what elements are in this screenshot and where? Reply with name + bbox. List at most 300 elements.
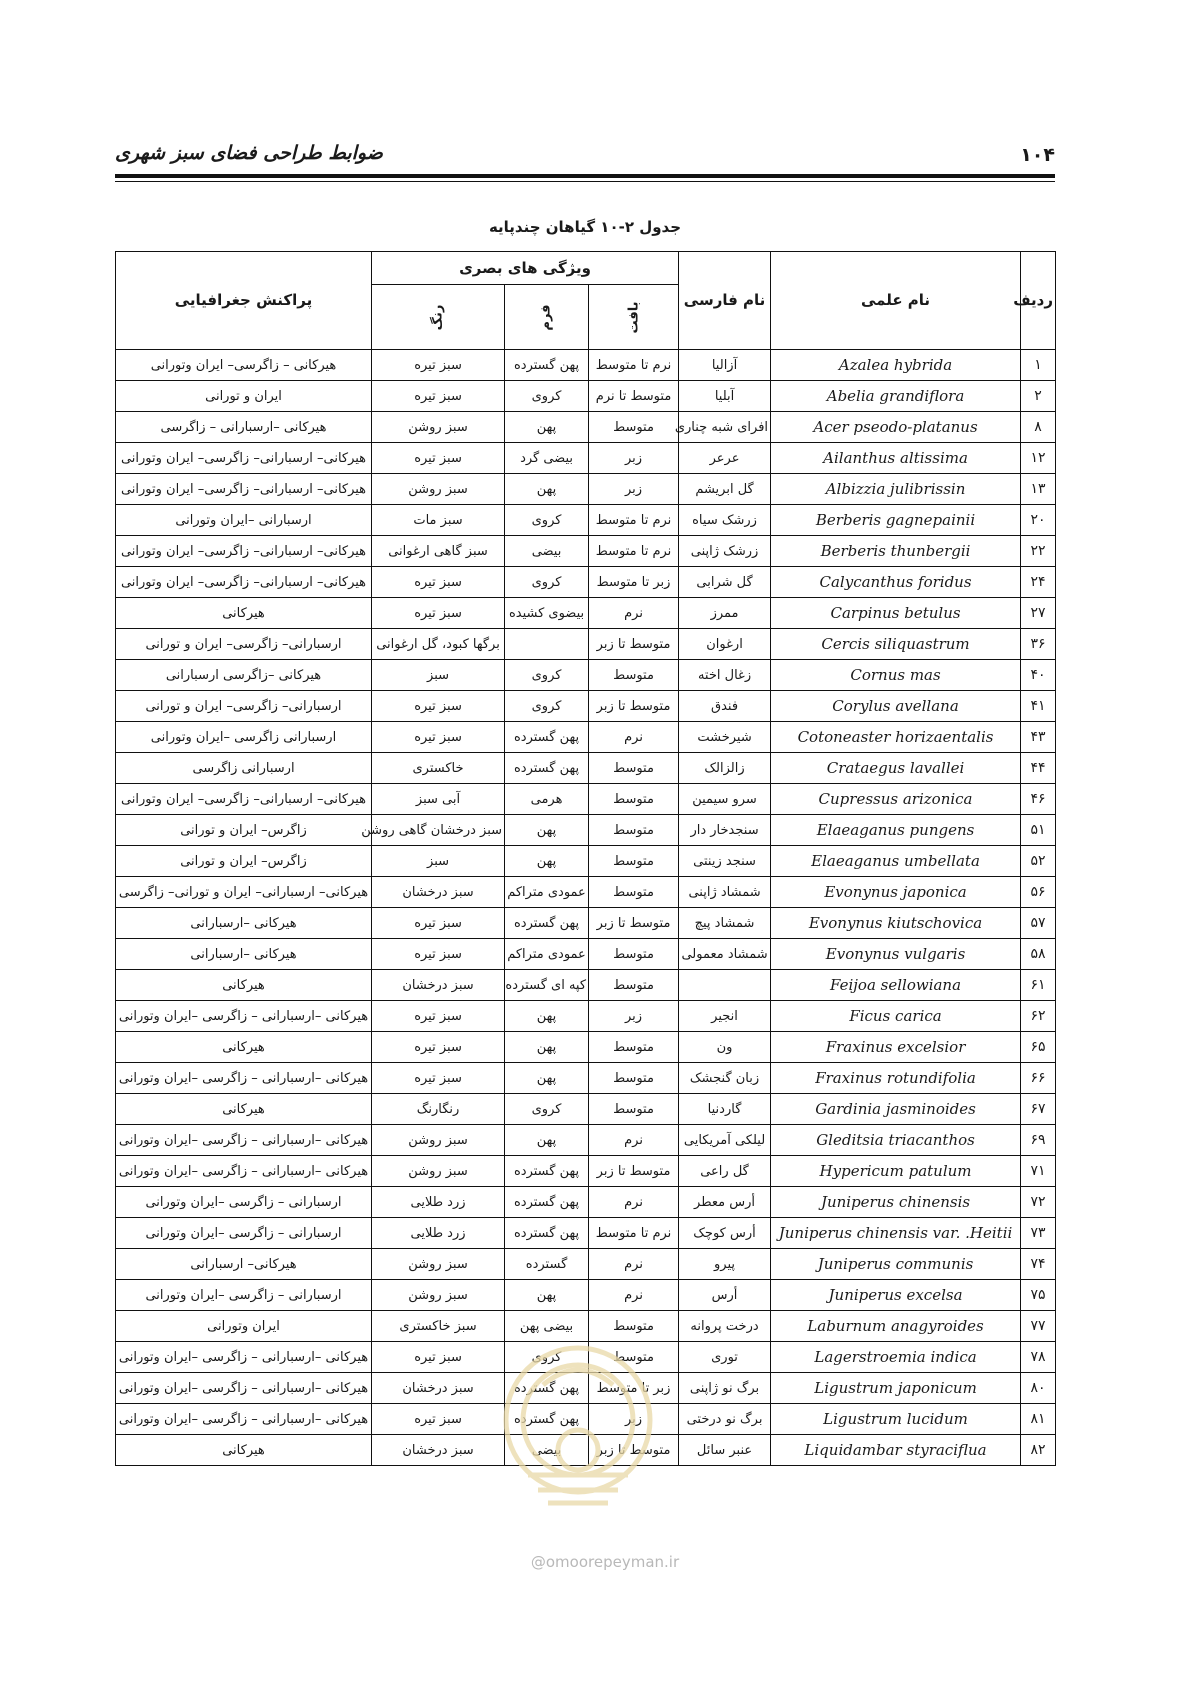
cell-form: کروی	[505, 505, 589, 536]
table-row	[116, 753, 1056, 784]
watermark-text: @omoorepeyman.ir	[530, 1553, 680, 1571]
cell-color: سبز	[372, 660, 505, 691]
cell-form: پهن	[505, 846, 589, 877]
cell-persian-name: شمشاد پیچ	[679, 908, 771, 939]
cell-texture: متوسط	[589, 1342, 679, 1373]
cell-scientific-name: Berberis thunbergii	[771, 536, 1021, 567]
table-row	[116, 660, 1056, 691]
table-row	[116, 1063, 1056, 1094]
cell-row-number: ۶۱	[1021, 970, 1056, 1001]
cell-row-number: ۵۱	[1021, 815, 1056, 846]
cell-texture: نرم تا متوسط	[589, 350, 679, 381]
cell-distribution: هیرکانی –ارسبارانی – زاگرسی –ایران وتورانی	[116, 1156, 372, 1187]
cell-form: هرمی	[505, 784, 589, 815]
header-scientific-name: نام علمی	[771, 252, 1021, 350]
table-row	[116, 1249, 1056, 1280]
cell-color: سبز تیره	[372, 1404, 505, 1435]
cell-scientific-name: Evonynus vulgaris	[771, 939, 1021, 970]
cell-texture: زبر	[589, 443, 679, 474]
cell-color: سبز درخشان	[372, 1435, 505, 1466]
cell-texture: متوسط	[589, 846, 679, 877]
page-header	[115, 138, 1055, 174]
cell-texture: متوسط	[589, 412, 679, 443]
cell-texture: نرم تا متوسط	[589, 505, 679, 536]
cell-texture: نرم	[589, 598, 679, 629]
cell-scientific-name: Lagerstroemia indica	[771, 1342, 1021, 1373]
cell-persian-name: شمشاد ژاپنی	[679, 877, 771, 908]
cell-row-number: ۵۸	[1021, 939, 1056, 970]
cell-persian-name: زرشک سیاه	[679, 505, 771, 536]
cell-persian-name: أرس کوچک	[679, 1218, 771, 1249]
cell-texture: نرم تا متوسط	[589, 1218, 679, 1249]
cell-row-number: ۷۷	[1021, 1311, 1056, 1342]
cell-color: خاکستری	[372, 753, 505, 784]
cell-scientific-name: Ficus carica	[771, 1001, 1021, 1032]
cell-scientific-name: Berberis gagnepainii	[771, 505, 1021, 536]
cell-form: کروی	[505, 1342, 589, 1373]
header-row-number: ردیف	[1021, 252, 1056, 350]
cell-color: سبز گاهی ارغوانی	[372, 536, 505, 567]
cell-form: بیضوی کشیده	[505, 598, 589, 629]
cell-color: سبز	[372, 846, 505, 877]
cell-scientific-name: Albizzia julibrissin	[771, 474, 1021, 505]
cell-distribution: هیرکانی –ارسبارانی – زاگرسی –ایران وتورانی	[116, 1373, 372, 1404]
cell-persian-name: آزالیا	[679, 350, 771, 381]
cell-row-number: ۸۰	[1021, 1373, 1056, 1404]
cell-row-number: ۸۲	[1021, 1435, 1056, 1466]
cell-form: بیضی پهن	[505, 1311, 589, 1342]
cell-scientific-name: Abelia grandiflora	[771, 381, 1021, 412]
cell-form: عمودی متراکم	[505, 877, 589, 908]
cell-form: پهن	[505, 1280, 589, 1311]
cell-color: سبز مات	[372, 505, 505, 536]
cell-color: سبز تیره	[372, 598, 505, 629]
cell-color: برگها کبود، گل ارغوانی	[372, 629, 505, 660]
cell-color: سبز روشن	[372, 1125, 505, 1156]
cell-scientific-name: Fraxinus excelsior	[771, 1032, 1021, 1063]
cell-color: سبز تیره	[372, 567, 505, 598]
cell-scientific-name: Fraxinus rotundifolia	[771, 1063, 1021, 1094]
table-row	[116, 1373, 1056, 1404]
cell-scientific-name: Juniperus communis	[771, 1249, 1021, 1280]
header-color: رنگ	[372, 285, 505, 350]
cell-row-number: ۶۹	[1021, 1125, 1056, 1156]
header-rule-thick	[115, 174, 1055, 178]
cell-distribution: هیرکانی –ارسبارانی – زاگرسی –ایران وتورانی	[116, 1404, 372, 1435]
cell-distribution: هیرکانی –زاگرسی ارسبارانی	[116, 660, 372, 691]
cell-color: سبز تیره	[372, 722, 505, 753]
cell-form: پهن	[505, 474, 589, 505]
cell-color: سبز درخشان	[372, 1373, 505, 1404]
cell-form: پهن	[505, 412, 589, 443]
cell-form: پهن	[505, 1063, 589, 1094]
cell-color: رنگارنگ	[372, 1094, 505, 1125]
cell-color: سبز تیره	[372, 1063, 505, 1094]
cell-distribution: هیرکانی	[116, 1435, 372, 1466]
cell-row-number: ۷۲	[1021, 1187, 1056, 1218]
cell-color: سبز خاکستری	[372, 1311, 505, 1342]
cell-row-number: ۶۶	[1021, 1063, 1056, 1094]
cell-color: سبز درخشان	[372, 970, 505, 1001]
cell-form: پهن گسترده	[505, 1156, 589, 1187]
cell-persian-name: گل ابریشم	[679, 474, 771, 505]
cell-row-number: ۴۰	[1021, 660, 1056, 691]
cell-color: سبز روشن	[372, 1249, 505, 1280]
cell-distribution: ارسبارانی– زاگرسی– ایران و تورانی	[116, 691, 372, 722]
cell-row-number: ۶۷	[1021, 1094, 1056, 1125]
cell-color: سبز تیره	[372, 939, 505, 970]
cell-color: سبز روشن	[372, 474, 505, 505]
cell-scientific-name: Cotoneaster horizaentalis	[771, 722, 1021, 753]
cell-persian-name: أرس	[679, 1280, 771, 1311]
cell-persian-name: انجیر	[679, 1001, 771, 1032]
table-row	[116, 815, 1056, 846]
cell-form	[505, 629, 589, 660]
cell-texture: نرم	[589, 1125, 679, 1156]
cell-texture: متوسط تا زبر	[589, 1435, 679, 1466]
cell-color: سبز تیره	[372, 1342, 505, 1373]
cell-distribution: هیرکانی –ارسبارانی – زاگرسی –ایران وتورانی	[116, 1001, 372, 1032]
cell-form: پهن گسترده	[505, 1373, 589, 1404]
cell-scientific-name: Cupressus arizonica	[771, 784, 1021, 815]
table-row	[116, 784, 1056, 815]
table-row	[116, 1156, 1056, 1187]
cell-scientific-name: Ligustrum lucidum	[771, 1404, 1021, 1435]
cell-persian-name: فندق	[679, 691, 771, 722]
cell-texture: نرم	[589, 1280, 679, 1311]
cell-distribution: ایران و تورانی	[116, 381, 372, 412]
cell-texture: متوسط	[589, 970, 679, 1001]
cell-persian-name: سنجدخار دار	[679, 815, 771, 846]
cell-distribution: هیرکانی –ارسبارانی – زاگرسی –ایران وتورانی	[116, 1342, 372, 1373]
cell-texture: متوسط	[589, 753, 679, 784]
cell-persian-name: برگ نو ژاپنی	[679, 1373, 771, 1404]
cell-texture: متوسط	[589, 939, 679, 970]
cell-row-number: ۵۲	[1021, 846, 1056, 877]
cell-color: سبز تیره	[372, 691, 505, 722]
table-row	[116, 1032, 1056, 1063]
cell-persian-name: زغال اخته	[679, 660, 771, 691]
cell-persian-name: سرو سیمین	[679, 784, 771, 815]
cell-scientific-name: Juniperus chinensis var. .Heitii	[771, 1218, 1021, 1249]
table-row	[116, 939, 1056, 970]
cell-color: سبز روشن	[372, 1156, 505, 1187]
cell-persian-name: زبان گنجشک	[679, 1063, 771, 1094]
cell-distribution: هیرکانی –ارسبارانی – زاگرسی	[116, 412, 372, 443]
table-row	[116, 350, 1056, 381]
cell-texture: متوسط	[589, 784, 679, 815]
cell-texture: متوسط	[589, 1063, 679, 1094]
cell-distribution: زاگرس– ایران و تورانی	[116, 846, 372, 877]
table-row	[116, 722, 1056, 753]
cell-scientific-name: Feijoa sellowiana	[771, 970, 1021, 1001]
cell-texture: متوسط تا زبر	[589, 908, 679, 939]
cell-row-number: ۲۷	[1021, 598, 1056, 629]
cell-distribution: هیرکانی –ارسبارانی – زاگرسی –ایران وتورانی	[116, 1063, 372, 1094]
running-title: ضوابط طراحی فضای سبز شهری	[115, 142, 383, 164]
cell-distribution: ارسبارانی – زاگرسی –ایران وتورانی	[116, 1280, 372, 1311]
cell-texture: متوسط	[589, 877, 679, 908]
cell-row-number: ۱۲	[1021, 443, 1056, 474]
table-row	[116, 1187, 1056, 1218]
cell-row-number: ۵۷	[1021, 908, 1056, 939]
cell-form: کروی	[505, 660, 589, 691]
header-texture: بافت	[589, 285, 679, 350]
table-row	[116, 1435, 1056, 1466]
cell-distribution: هیرکانی	[116, 970, 372, 1001]
cell-texture: نرم	[589, 722, 679, 753]
cell-form: پهن گسترده	[505, 350, 589, 381]
cell-row-number: ۱۳	[1021, 474, 1056, 505]
cell-row-number: ۴۱	[1021, 691, 1056, 722]
cell-form: بیضی	[505, 536, 589, 567]
cell-persian-name: گاردنیا	[679, 1094, 771, 1125]
table-row	[116, 908, 1056, 939]
cell-row-number: ۷۳	[1021, 1218, 1056, 1249]
table-row	[116, 877, 1056, 908]
cell-distribution: ارسبارانی زاگرسی –ایران وتورانی	[116, 722, 372, 753]
cell-form: کروی	[505, 567, 589, 598]
cell-form: پهن	[505, 815, 589, 846]
cell-texture: نرم	[589, 1187, 679, 1218]
cell-color: سبز تیره	[372, 1001, 505, 1032]
cell-row-number: ۷۸	[1021, 1342, 1056, 1373]
header-rule-thin	[115, 181, 1055, 182]
cell-color: سبز درخشان	[372, 877, 505, 908]
cell-color: سبز تیره	[372, 1032, 505, 1063]
table-row	[116, 1404, 1056, 1435]
cell-distribution: هیرکانی– ارسبارانی– زاگرسی– ایران وتورانی	[116, 536, 372, 567]
cell-scientific-name: Acer pseodo-platanus	[771, 412, 1021, 443]
cell-color: زرد طلایی	[372, 1218, 505, 1249]
cell-scientific-name: Juniperus chinensis	[771, 1187, 1021, 1218]
cell-row-number: ۲۴	[1021, 567, 1056, 598]
cell-row-number: ۳۶	[1021, 629, 1056, 660]
cell-distribution: ارسبارانی – زاگرسی –ایران وتورانی	[116, 1218, 372, 1249]
cell-distribution: هیرکانی	[116, 1032, 372, 1063]
cell-texture: متوسط تا زبر	[589, 629, 679, 660]
cell-persian-name: ممرز	[679, 598, 771, 629]
cell-row-number: ۲	[1021, 381, 1056, 412]
cell-form: پهن گسترده	[505, 1187, 589, 1218]
cell-form: پهن گسترده	[505, 753, 589, 784]
cell-form: عمودی متراکم	[505, 939, 589, 970]
cell-row-number: ۴۴	[1021, 753, 1056, 784]
cell-form: پهن گسترده	[505, 722, 589, 753]
cell-scientific-name: Cercis siliquastrum	[771, 629, 1021, 660]
cell-color: سبز تیره	[372, 443, 505, 474]
cell-scientific-name: Cornus mas	[771, 660, 1021, 691]
cell-row-number: ۵۶	[1021, 877, 1056, 908]
table-row	[116, 598, 1056, 629]
cell-scientific-name: Calycanthus foridus	[771, 567, 1021, 598]
cell-scientific-name: Gardinia jasminoides	[771, 1094, 1021, 1125]
table-row	[116, 1001, 1056, 1032]
cell-scientific-name: Evonynus japonica	[771, 877, 1021, 908]
table-row	[116, 1280, 1056, 1311]
cell-persian-name: سنجد زینتی	[679, 846, 771, 877]
cell-distribution: ارسبارانی زاگرسی	[116, 753, 372, 784]
page-number: ۱۰۴	[1020, 144, 1055, 166]
table-row	[116, 1311, 1056, 1342]
plants-table	[115, 251, 1056, 1466]
cell-texture: متوسط	[589, 1094, 679, 1125]
cell-scientific-name: Evonynus kiutschovica	[771, 908, 1021, 939]
cell-scientific-name: Corylus avellana	[771, 691, 1021, 722]
cell-distribution: هیرکانی– ارسبارانی	[116, 1249, 372, 1280]
cell-texture: نرم	[589, 1249, 679, 1280]
cell-distribution: ارسبارانی – زاگرسی –ایران وتورانی	[116, 1187, 372, 1218]
cell-persian-name: ون	[679, 1032, 771, 1063]
cell-texture: زبر	[589, 1001, 679, 1032]
cell-texture: متوسط تا نرم	[589, 381, 679, 412]
cell-persian-name: توری	[679, 1342, 771, 1373]
table-row	[116, 536, 1056, 567]
cell-row-number: ۴۶	[1021, 784, 1056, 815]
cell-persian-name: آبلیا	[679, 381, 771, 412]
cell-distribution: ارسبارانی– زاگرسی– ایران و تورانی	[116, 629, 372, 660]
cell-texture: زبر	[589, 1404, 679, 1435]
table-row	[116, 970, 1056, 1001]
cell-persian-name: شیرخشت	[679, 722, 771, 753]
cell-form: گسترده	[505, 1249, 589, 1280]
table-row	[116, 567, 1056, 598]
cell-row-number: ۷۴	[1021, 1249, 1056, 1280]
cell-scientific-name: Crataegus lavallei	[771, 753, 1021, 784]
cell-row-number: ۲۲	[1021, 536, 1056, 567]
cell-scientific-name: Ailanthus altissima	[771, 443, 1021, 474]
table-row	[116, 1218, 1056, 1249]
cell-distribution: ایران وتورانی	[116, 1311, 372, 1342]
cell-row-number: ۷۱	[1021, 1156, 1056, 1187]
cell-persian-name: برگ نو درختی	[679, 1404, 771, 1435]
table-row	[116, 381, 1056, 412]
cell-persian-name: لیلکی آمریکایی	[679, 1125, 771, 1156]
cell-color: آبی سبز	[372, 784, 505, 815]
cell-distribution: ارسبارانی –ایران وتورانی	[116, 505, 372, 536]
cell-scientific-name: Hypericum patulum	[771, 1156, 1021, 1187]
cell-form: کروی	[505, 1094, 589, 1125]
plants-table-container	[115, 251, 1055, 1466]
cell-texture: نرم تا متوسط	[589, 536, 679, 567]
cell-persian-name: عنبر سائل	[679, 1435, 771, 1466]
cell-form: پهن	[505, 1032, 589, 1063]
header-persian-name: نام فارسی	[679, 252, 771, 350]
table-row	[116, 505, 1056, 536]
cell-distribution: هیرکانی – زاگرسی– ایران وتورانی	[116, 350, 372, 381]
cell-texture: زبر	[589, 474, 679, 505]
cell-texture: زبر تا متوسط	[589, 1373, 679, 1404]
cell-distribution: هیرکانی –ارسبارانی	[116, 939, 372, 970]
cell-color: سبز درخشان گاهی روشن	[372, 815, 505, 846]
table-row	[116, 443, 1056, 474]
cell-row-number: ۲۰	[1021, 505, 1056, 536]
cell-row-number: ۷۵	[1021, 1280, 1056, 1311]
cell-persian-name: زالزالک	[679, 753, 771, 784]
cell-texture: متوسط تا زبر	[589, 691, 679, 722]
cell-scientific-name: Gleditsia triacanthos	[771, 1125, 1021, 1156]
cell-distribution: هیرکانی	[116, 1094, 372, 1125]
cell-row-number: ۶۵	[1021, 1032, 1056, 1063]
cell-persian-name: درخت پروانه	[679, 1311, 771, 1342]
cell-persian-name: أرس معطر	[679, 1187, 771, 1218]
cell-texture: متوسط	[589, 1032, 679, 1063]
cell-distribution: زاگرس– ایران و تورانی	[116, 815, 372, 846]
table-body	[116, 350, 1056, 1466]
cell-form: پهن	[505, 1001, 589, 1032]
cell-distribution: هیرکانی	[116, 598, 372, 629]
cell-persian-name: زرشک ژاپنی	[679, 536, 771, 567]
table-row	[116, 1342, 1056, 1373]
table-row	[116, 691, 1056, 722]
cell-texture: متوسط تا زبر	[589, 1156, 679, 1187]
cell-persian-name	[679, 970, 771, 1001]
cell-row-number: ۸۱	[1021, 1404, 1056, 1435]
cell-form: کروی	[505, 691, 589, 722]
cell-persian-name: شمشاد معمولی	[679, 939, 771, 970]
cell-row-number: ۴۳	[1021, 722, 1056, 753]
cell-distribution: هیرکانی– ارسبارانی– زاگرسی– ایران وتورانی	[116, 443, 372, 474]
cell-scientific-name: Azalea hybrida	[771, 350, 1021, 381]
cell-form: کروی	[505, 381, 589, 412]
cell-persian-name: پیرو	[679, 1249, 771, 1280]
cell-form: بیضی گرد	[505, 443, 589, 474]
table-row	[116, 629, 1056, 660]
cell-persian-name: ارغوان	[679, 629, 771, 660]
cell-texture: متوسط	[589, 660, 679, 691]
header-geographic-distribution: پراکنش جغرافیایی	[116, 252, 372, 350]
cell-distribution: هیرکانی– ارسبارانی– زاگرسی– ایران وتورانی	[116, 474, 372, 505]
cell-distribution: هیرکانی– ارسبارانی– ایران و تورانی– زاگرسی	[116, 877, 372, 908]
cell-form: پهن	[505, 1125, 589, 1156]
cell-color: زرد طلایی	[372, 1187, 505, 1218]
table-row	[116, 474, 1056, 505]
cell-color: سبز تیره	[372, 908, 505, 939]
cell-distribution: هیرکانی– ارسبارانی– زاگرسی– ایران وتورانی	[116, 784, 372, 815]
cell-form: پهن گسترده	[505, 1218, 589, 1249]
table-row	[116, 1125, 1056, 1156]
cell-persian-name: گل راعی	[679, 1156, 771, 1187]
cell-texture: متوسط	[589, 1311, 679, 1342]
cell-form: کپه ای گسترده	[505, 970, 589, 1001]
cell-scientific-name: Elaeaganus pungens	[771, 815, 1021, 846]
cell-row-number: ۱	[1021, 350, 1056, 381]
cell-scientific-name: Juniperus excelsa	[771, 1280, 1021, 1311]
cell-scientific-name: Liquidambar styraciflua	[771, 1435, 1021, 1466]
cell-texture: زبر تا متوسط	[589, 567, 679, 598]
cell-color: سبز روشن	[372, 412, 505, 443]
cell-form: بیضی	[505, 1435, 589, 1466]
cell-texture: متوسط	[589, 815, 679, 846]
cell-persian-name: افرای شبه چناری	[679, 412, 771, 443]
cell-form: پهن گسترده	[505, 908, 589, 939]
cell-distribution: هیرکانی– ارسبارانی– زاگرسی– ایران وتورانی	[116, 567, 372, 598]
cell-scientific-name: Carpinus betulus	[771, 598, 1021, 629]
cell-row-number: ۸	[1021, 412, 1056, 443]
table-row	[116, 1094, 1056, 1125]
table-row	[116, 412, 1056, 443]
cell-persian-name: گل شرابی	[679, 567, 771, 598]
cell-scientific-name: Laburnum anagyroides	[771, 1311, 1021, 1342]
cell-color: سبز روشن	[372, 1280, 505, 1311]
cell-color: سبز تیره	[372, 381, 505, 412]
cell-row-number: ۶۲	[1021, 1001, 1056, 1032]
cell-distribution: هیرکانی –ارسبارانی	[116, 908, 372, 939]
header-form: فرم	[505, 285, 589, 350]
cell-scientific-name: Ligustrum japonicum	[771, 1373, 1021, 1404]
cell-form: پهن گسترده	[505, 1404, 589, 1435]
cell-distribution: هیرکانی –ارسبارانی – زاگرسی –ایران وتورانی	[116, 1125, 372, 1156]
